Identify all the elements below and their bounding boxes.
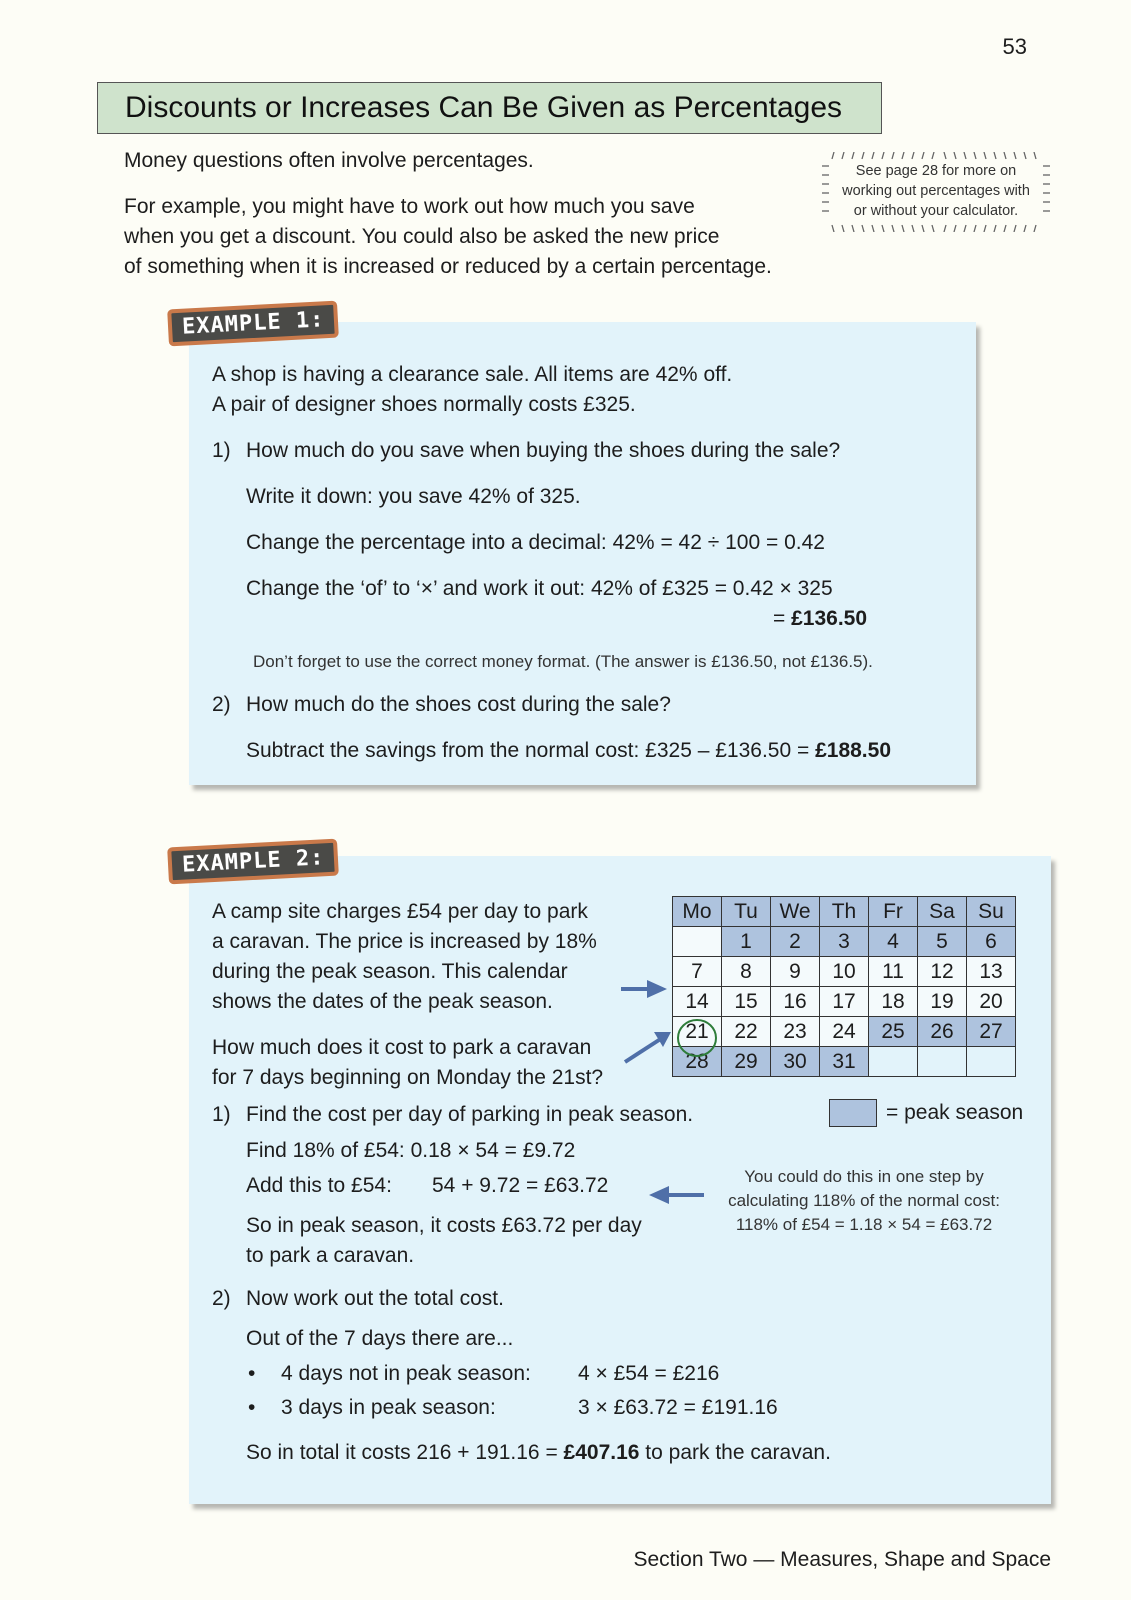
intro-line-3: when you get a discount. You could also be asked the new price — [124, 225, 720, 248]
peak-season-legend-label: = peak season — [886, 1101, 1024, 1124]
calendar-day-18: 18 — [869, 987, 918, 1017]
one-step-note — [709, 1165, 1019, 1237]
ex2-question-line-1: How much does it cost to park a caravan — [212, 1036, 592, 1059]
ex2-question-2: Now work out the total cost. — [246, 1287, 504, 1310]
calendar-header-sa: Sa — [918, 897, 967, 927]
one-step-note-line-2: calculating 118% of the normal cost: — [728, 1191, 1000, 1210]
tip-line-2: working out percentages with — [842, 183, 1030, 199]
ex2-work-2-calc: 54 + 9.72 = £63.72 — [432, 1174, 609, 1197]
bullet-1: • — [248, 1362, 256, 1385]
calendar-day-15: 15 — [722, 987, 771, 1017]
page-number: 53 — [1002, 34, 1027, 59]
example-2-box — [189, 856, 1051, 1504]
example-2-label: EXAMPLE 2: — [167, 839, 339, 885]
ex2-q2-number: 2) — [212, 1287, 231, 1310]
ex2-total-end: to park the caravan. — [639, 1441, 831, 1464]
tip-line-3: or without your calculator. — [853, 203, 1019, 219]
calendar-header-su: Su — [967, 897, 1016, 927]
calendar-day-22: 22 — [722, 1017, 771, 1047]
calendar-day-31: 31 — [820, 1047, 869, 1077]
calendar-day-4: 4 — [869, 927, 918, 957]
bullet-1-label: 4 days not in peak season: — [281, 1362, 531, 1385]
calendar-day-10: 10 — [820, 957, 869, 987]
ex2-work-3: So in peak season, it costs £63.72 per day — [246, 1214, 642, 1237]
tip-callout — [822, 152, 1050, 232]
ex1-q1-number: 1) — [212, 439, 231, 462]
example-1-box — [189, 322, 976, 785]
ex2-work-1: Find 18% of £54: 0.18 × 54 = £9.72 — [246, 1139, 576, 1162]
bullet-2-label: 3 days in peak season: — [281, 1396, 496, 1419]
ex2-question-line-2: for 7 days beginning on Monday the 21st? — [212, 1066, 604, 1089]
calendar-header-tu: Tu — [722, 897, 771, 927]
ex2-total — [246, 1438, 831, 1468]
bullet-2-calc: 3 × £63.72 = £191.16 — [578, 1396, 778, 1419]
calendar-day-14: 14 — [673, 987, 722, 1017]
ex2-question-1: Find the cost per day of parking in peak season. — [246, 1103, 694, 1126]
calendar-day-5: 5 — [918, 927, 967, 957]
intro-line-4: of something when it is increased or reduced by a certain percentage. — [124, 255, 772, 278]
arrow-shaft-2 — [625, 1040, 659, 1062]
calendar-day-25: 25 — [869, 1017, 918, 1047]
bullet-1-calc: 4 × £54 = £216 — [578, 1362, 720, 1385]
ex2-statement-1: A camp site charges £54 per day to park — [212, 900, 588, 923]
one-step-note-line-3: 118% of £54 = 1.18 × 54 = £63.72 — [735, 1215, 993, 1234]
calendar-day-23: 23 — [771, 1017, 820, 1047]
calendar-day-21: 21 — [673, 1017, 722, 1047]
ex1-work-1: Write it down: you save 42% of 325. — [246, 485, 581, 508]
ex2-q1-number: 1) — [212, 1103, 231, 1126]
calendar-day-20: 20 — [967, 987, 1016, 1017]
calendar-day-28: 28 — [673, 1047, 722, 1077]
ex2-statement-2: a caravan. The price is increased by 18% — [212, 930, 597, 953]
peak-season-legend-swatch — [829, 1099, 877, 1127]
calendar-day-17: 17 — [820, 987, 869, 1017]
calendar-day-8: 8 — [722, 957, 771, 987]
ex2-statement-3: during the peak season. This calendar — [212, 960, 568, 983]
calendar-day-30: 30 — [771, 1047, 820, 1077]
calendar-day-16: 16 — [771, 987, 820, 1017]
intro-line-1: Money questions often involve percentages. — [124, 149, 534, 172]
arrow-to-calendar-icon — [647, 980, 667, 998]
calendar-day-2: 2 — [771, 927, 820, 957]
calendar-day-9: 9 — [771, 957, 820, 987]
ex2-statement-4: shows the dates of the peak season. — [212, 990, 553, 1013]
one-step-note-line-1: You could do this in one step by — [744, 1167, 984, 1186]
calendar-header-th: Th — [820, 897, 869, 927]
ex1-work-3: Change the ‘of’ to ‘×’ and work it out: 42% of £325 = 0.42 × 325 — [246, 577, 833, 600]
tip-line-1: See page 28 for more on — [855, 163, 1017, 179]
calendar-header-we: We — [771, 897, 820, 927]
ex1-equals: = — [773, 607, 792, 630]
ex2-total-answer: £407.16 — [563, 1441, 640, 1464]
ex1-answer-2: £188.50 — [815, 739, 892, 762]
ex1-work-5 — [246, 736, 891, 766]
calendar-day-12: 12 — [918, 957, 967, 987]
ex1-work-4 — [773, 604, 867, 634]
ex2-work-3b: to park a caravan. — [246, 1244, 415, 1267]
section-footer: Section Two — Measures, Shape and Space — [633, 1548, 1051, 1571]
ex1-answer-1: £136.50 — [791, 607, 868, 630]
calendar-day-29: 29 — [722, 1047, 771, 1077]
ex1-q2-number: 2) — [212, 693, 231, 716]
tip-burst-border — [822, 152, 1050, 232]
section-title: Discounts or Increases Can Be Given as Percentages — [97, 82, 882, 134]
ex2-work-2-label: Add this to £54: — [246, 1174, 392, 1197]
ex1-statement-2: A pair of designer shoes normally costs £325. — [212, 393, 636, 416]
calendar-day-24: 24 — [820, 1017, 869, 1047]
ex1-work-2: Change the percentage into a decimal: 42% = 42 ÷ 100 = 0.42 — [246, 531, 825, 554]
calendar-day-7: 7 — [673, 957, 722, 987]
ex2-work-4: Out of the 7 days there are... — [246, 1327, 514, 1350]
ex1-format-note: Don’t forget to use the correct money format. (The answer is £136.50, not £136.5). — [253, 652, 873, 671]
calendar-day-1: 1 — [722, 927, 771, 957]
circled-21-icon — [678, 1020, 716, 1056]
ex1-work-5-text: Subtract the savings from the normal cost: £325 – £136.50 = — [246, 739, 816, 762]
calendar-header-mo: Mo — [673, 897, 722, 927]
bullet-2: • — [248, 1396, 256, 1419]
calendar-day-19: 19 — [918, 987, 967, 1017]
ex1-statement-1: A shop is having a clearance sale. All items are 42% off. — [212, 363, 733, 386]
ex1-question-2: How much do the shoes cost during the sale? — [246, 693, 671, 716]
calendar-day-26: 26 — [918, 1017, 967, 1047]
ex2-total-text: So in total it costs 216 + 191.16 = — [246, 1441, 564, 1464]
arrow-to-note-icon — [649, 1186, 669, 1204]
calendar-day-3: 3 — [820, 927, 869, 957]
calendar-day-11: 11 — [869, 957, 918, 987]
example-1-label: EXAMPLE 1: — [167, 301, 339, 347]
calendar-day-27: 27 — [967, 1017, 1016, 1047]
calendar-day-13: 13 — [967, 957, 1016, 987]
calendar-header-fr: Fr — [869, 897, 918, 927]
calendar-day-6: 6 — [967, 927, 1016, 957]
ex1-question-1: How much do you save when buying the shoes during the sale? — [246, 439, 841, 462]
intro-line-2: For example, you might have to work out how much you save — [124, 195, 695, 218]
